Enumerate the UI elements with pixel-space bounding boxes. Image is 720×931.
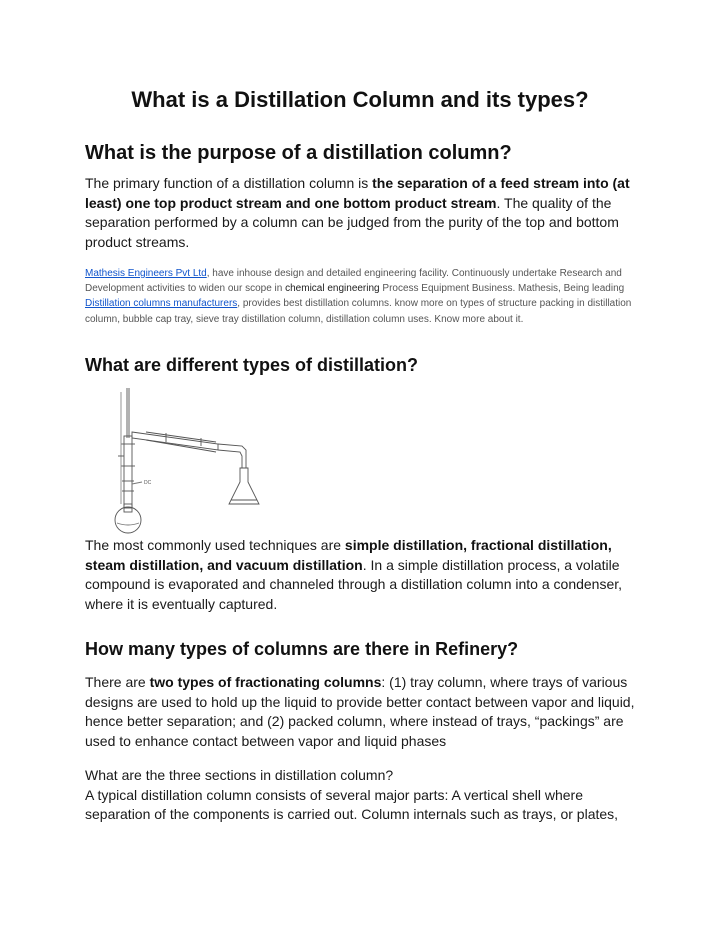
paragraph-refinery-columns	[85, 673, 641, 751]
heading-refinery-columns: How many types of columns are there in Refinery?	[85, 639, 519, 659]
paragraph-types-distillation	[85, 536, 641, 614]
heading-purpose: What is the purpose of a distillation column?	[85, 142, 512, 164]
question-text: What are the three sections in distillation column?	[85, 767, 394, 783]
manufacturers-link[interactable]: Distillation columns manufacturers	[85, 298, 238, 310]
flask-icon	[229, 468, 259, 504]
text: Process Equipment Business. Mathesis, Being leading	[379, 283, 625, 295]
text: . In a simple distillation process, a volatile compound is evaporated and channeled through a distillation column into a condenser, where it is eventually captured.	[85, 556, 623, 612]
text: , have inhouse design and detailed engineering facility. Continuously undertake Research and Development activities to widen our scope in	[85, 268, 622, 295]
paragraph-three-sections	[85, 766, 641, 825]
heading-types-distillation: What are different types of distillation?	[85, 355, 419, 375]
bold-text: simple distillation, fractional distillation, steam distillation, and vacuum distillation	[85, 537, 612, 573]
text: The primary function of a distillation column is	[85, 175, 373, 191]
mathesis-link[interactable]: Mathesis Engineers Pvt Ltd	[85, 268, 207, 279]
diagram-label: DC	[144, 480, 152, 486]
promo-note	[85, 266, 645, 327]
text: . The quality of the separation performed by a column can be judged from the purity of the top and bottom product streams.	[85, 194, 619, 250]
answer-text: A typical distillation column consists of several major parts: A vertical shell where separation of the components is carried out. Column internals such as trays, or plates,	[85, 786, 619, 822]
text: There are	[85, 674, 150, 690]
emphasis-text: chemical engineering	[285, 283, 380, 295]
distillation-apparatus-image	[106, 386, 282, 534]
page-title: What is a Distillation Column and its types?	[131, 87, 589, 112]
text: , provides best distillation columns. know more on types of structure packing in distillation column, bubble cap tray, sieve tray distillation column, distillation column uses. Know more about it.	[85, 298, 632, 325]
text: The most commonly used techniques are	[85, 537, 345, 553]
bold-text: two types of fractionating columns	[149, 674, 382, 690]
text: : (1) tray column, where trays of various designs are used to hold up the liquid to provide better contact between vapor and liquid, hence better separation; and (2) packed column, where instead of trays, “packings” are used to enhance contact between vapor and liquid phases	[85, 674, 635, 749]
paragraph-purpose	[85, 174, 641, 252]
bold-text: the separation of a feed stream into (at least) one top product stream and one bottom product stream	[85, 175, 630, 211]
